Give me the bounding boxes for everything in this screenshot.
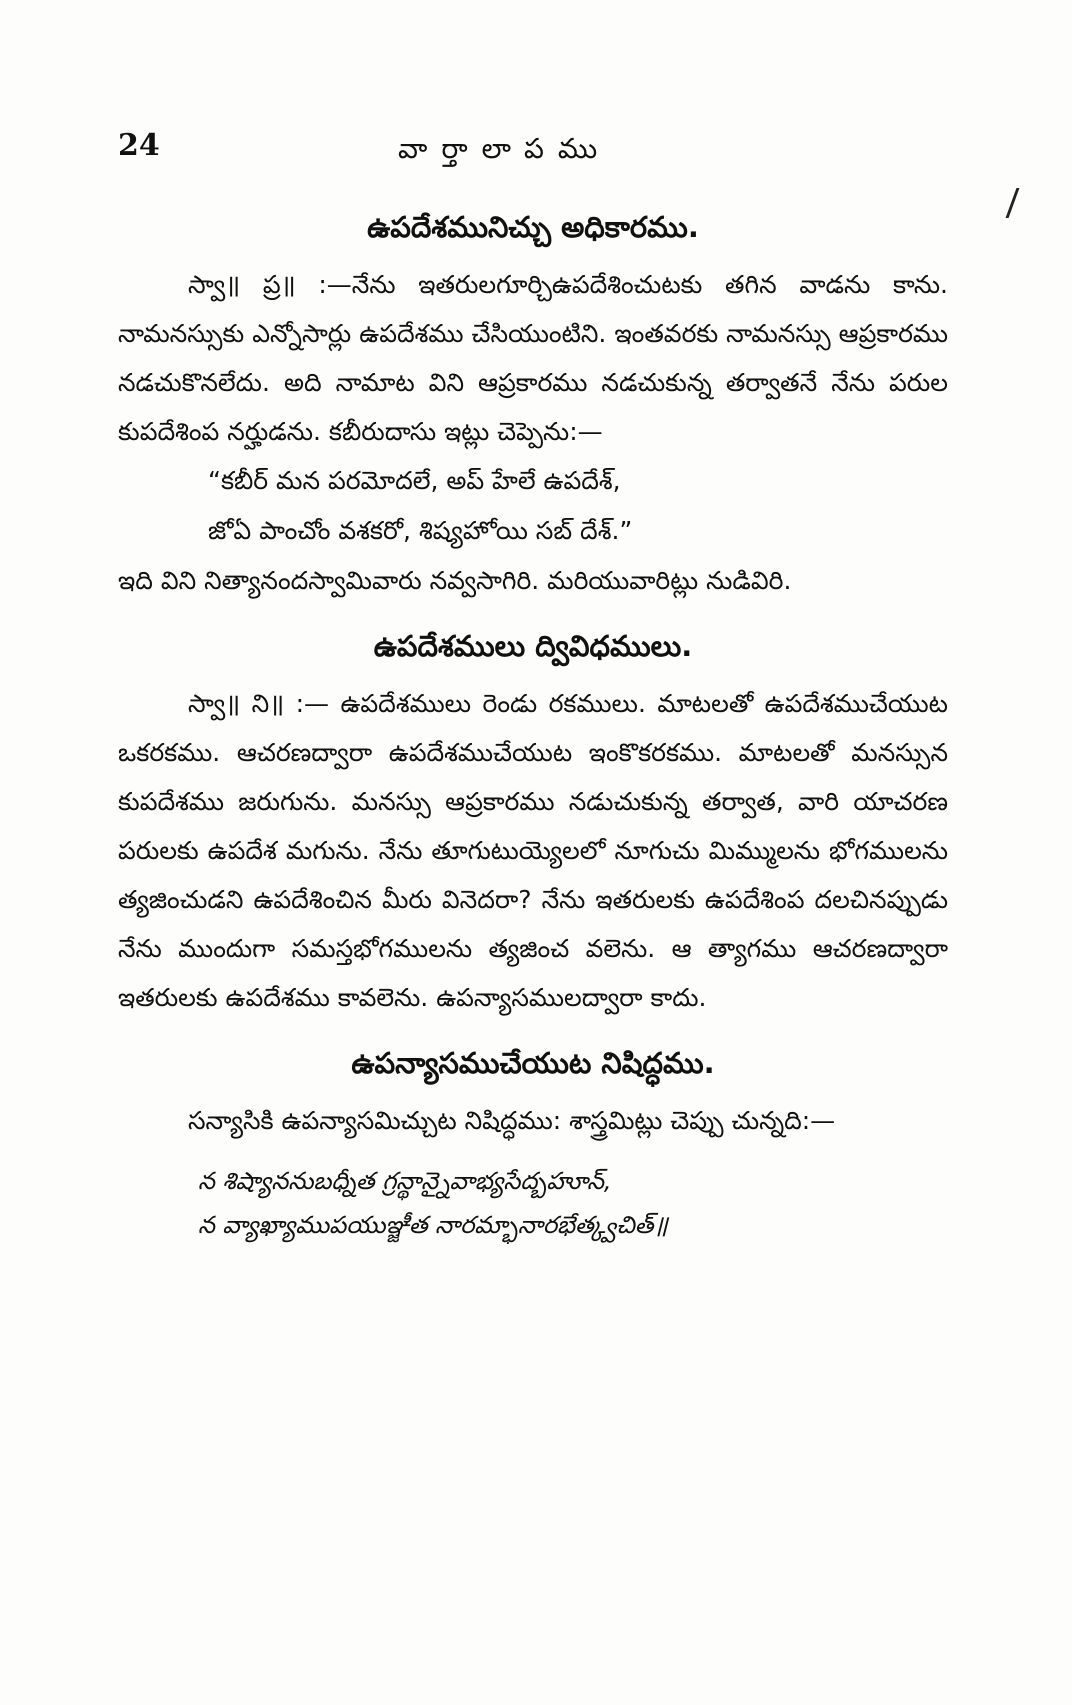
section-heading: ఉపదేశములు ద్వివిధములు. — [373, 629, 693, 663]
margin-mark — [1006, 188, 1038, 218]
page-header — [118, 128, 948, 178]
section-heading: ఉపదేశమునిచ్చు అధికారము. — [367, 210, 699, 244]
paragraph: స్వా॥ ని॥ :— ఉపదేశములు రెండు రకములు. మాటలతో ఉపదేశముచేయుట ఒకరకము. ఆచరణద్వారా ఉపదేశముచేయుట ఇంకొకరకము. మాటలతో మనస్సున కుపదేశము జరుగును. మనస్సు ఆప్రకారము నడుచుకున్న తర్వాత, వారి యాచరణ పరులకు ఉపదేశ మగును. నేను తూగుటుయ్యెలలో నూగుచు మిమ్ములను భోగములను త్యజించుడని ఉపదేశించిన మీరు వినెదరా? నేను ఇతరులకు ఉపదేశింప దలచినప్పుడు నేను ముందుగా సమస్తభోగములను త్యజించ వలెను. ఆ త్యాగము ఆచరణద్వారా ఇతరులకు ఉపదేశము కావలెను. ఉపన్యాసములద్వారా కాదు. — [118, 689, 948, 1012]
paragraph: స్వా॥ ప్ర॥ :—నేను ఇతరులగూర్చిఉపదేశించుటకు తగిన వాడను కాను. నామనస్సుకు ఎన్నోసార్లు ఉపదేశము చేసియుంటిని. ఇంతవరకు నామనస్సు ఆప్రకారము నడచుకొనలేదు. అది నామాట విని ఆప్రకారము నడచుకున్న తర్వాతనే నేను పరుల కుపదేశింప నర్హుడను. కబీరుదాసు ఇట్లు చెప్పెను:— — [118, 270, 948, 446]
page-number: 24 — [118, 128, 160, 163]
running-title: వార్తాలాపము — [398, 132, 612, 165]
sanskrit-verse-line: న శిష్యాననుబధ్నీత గ్రన్థాన్నైవాభ్యసేద్బహూన్, — [198, 1167, 612, 1195]
section-heading: ఉపన్యాసముచేయుట నిషిద్ధము. — [351, 1046, 715, 1080]
sanskrit-verse-line: న వ్యాఖ్యాముపయుఞ్జీత నారమ్భానారభేత్క్వచిత్॥ — [198, 1211, 668, 1239]
page-body — [118, 200, 948, 1247]
paragraph: సన్యాసికి ఉపన్యాసమిచ్చుట నిషిద్ధము: శాస్త్రమిట్లు చెప్పు చున్నది:— — [188, 1106, 836, 1135]
verse-line: జోఏ పాంచోం వశకరో, శిష్యహోయి సబ్ దేశ్.” — [208, 516, 633, 545]
paragraph: ఇది విని నిత్యానందస్వామివారు నవ్వసాగిరి. మరియువారిట్లు నుడివిరి. — [118, 566, 792, 595]
verse-line: “కబీర్ మన పరమోదలే, అప్ హేలే ఉపదేశ్, — [208, 466, 621, 495]
